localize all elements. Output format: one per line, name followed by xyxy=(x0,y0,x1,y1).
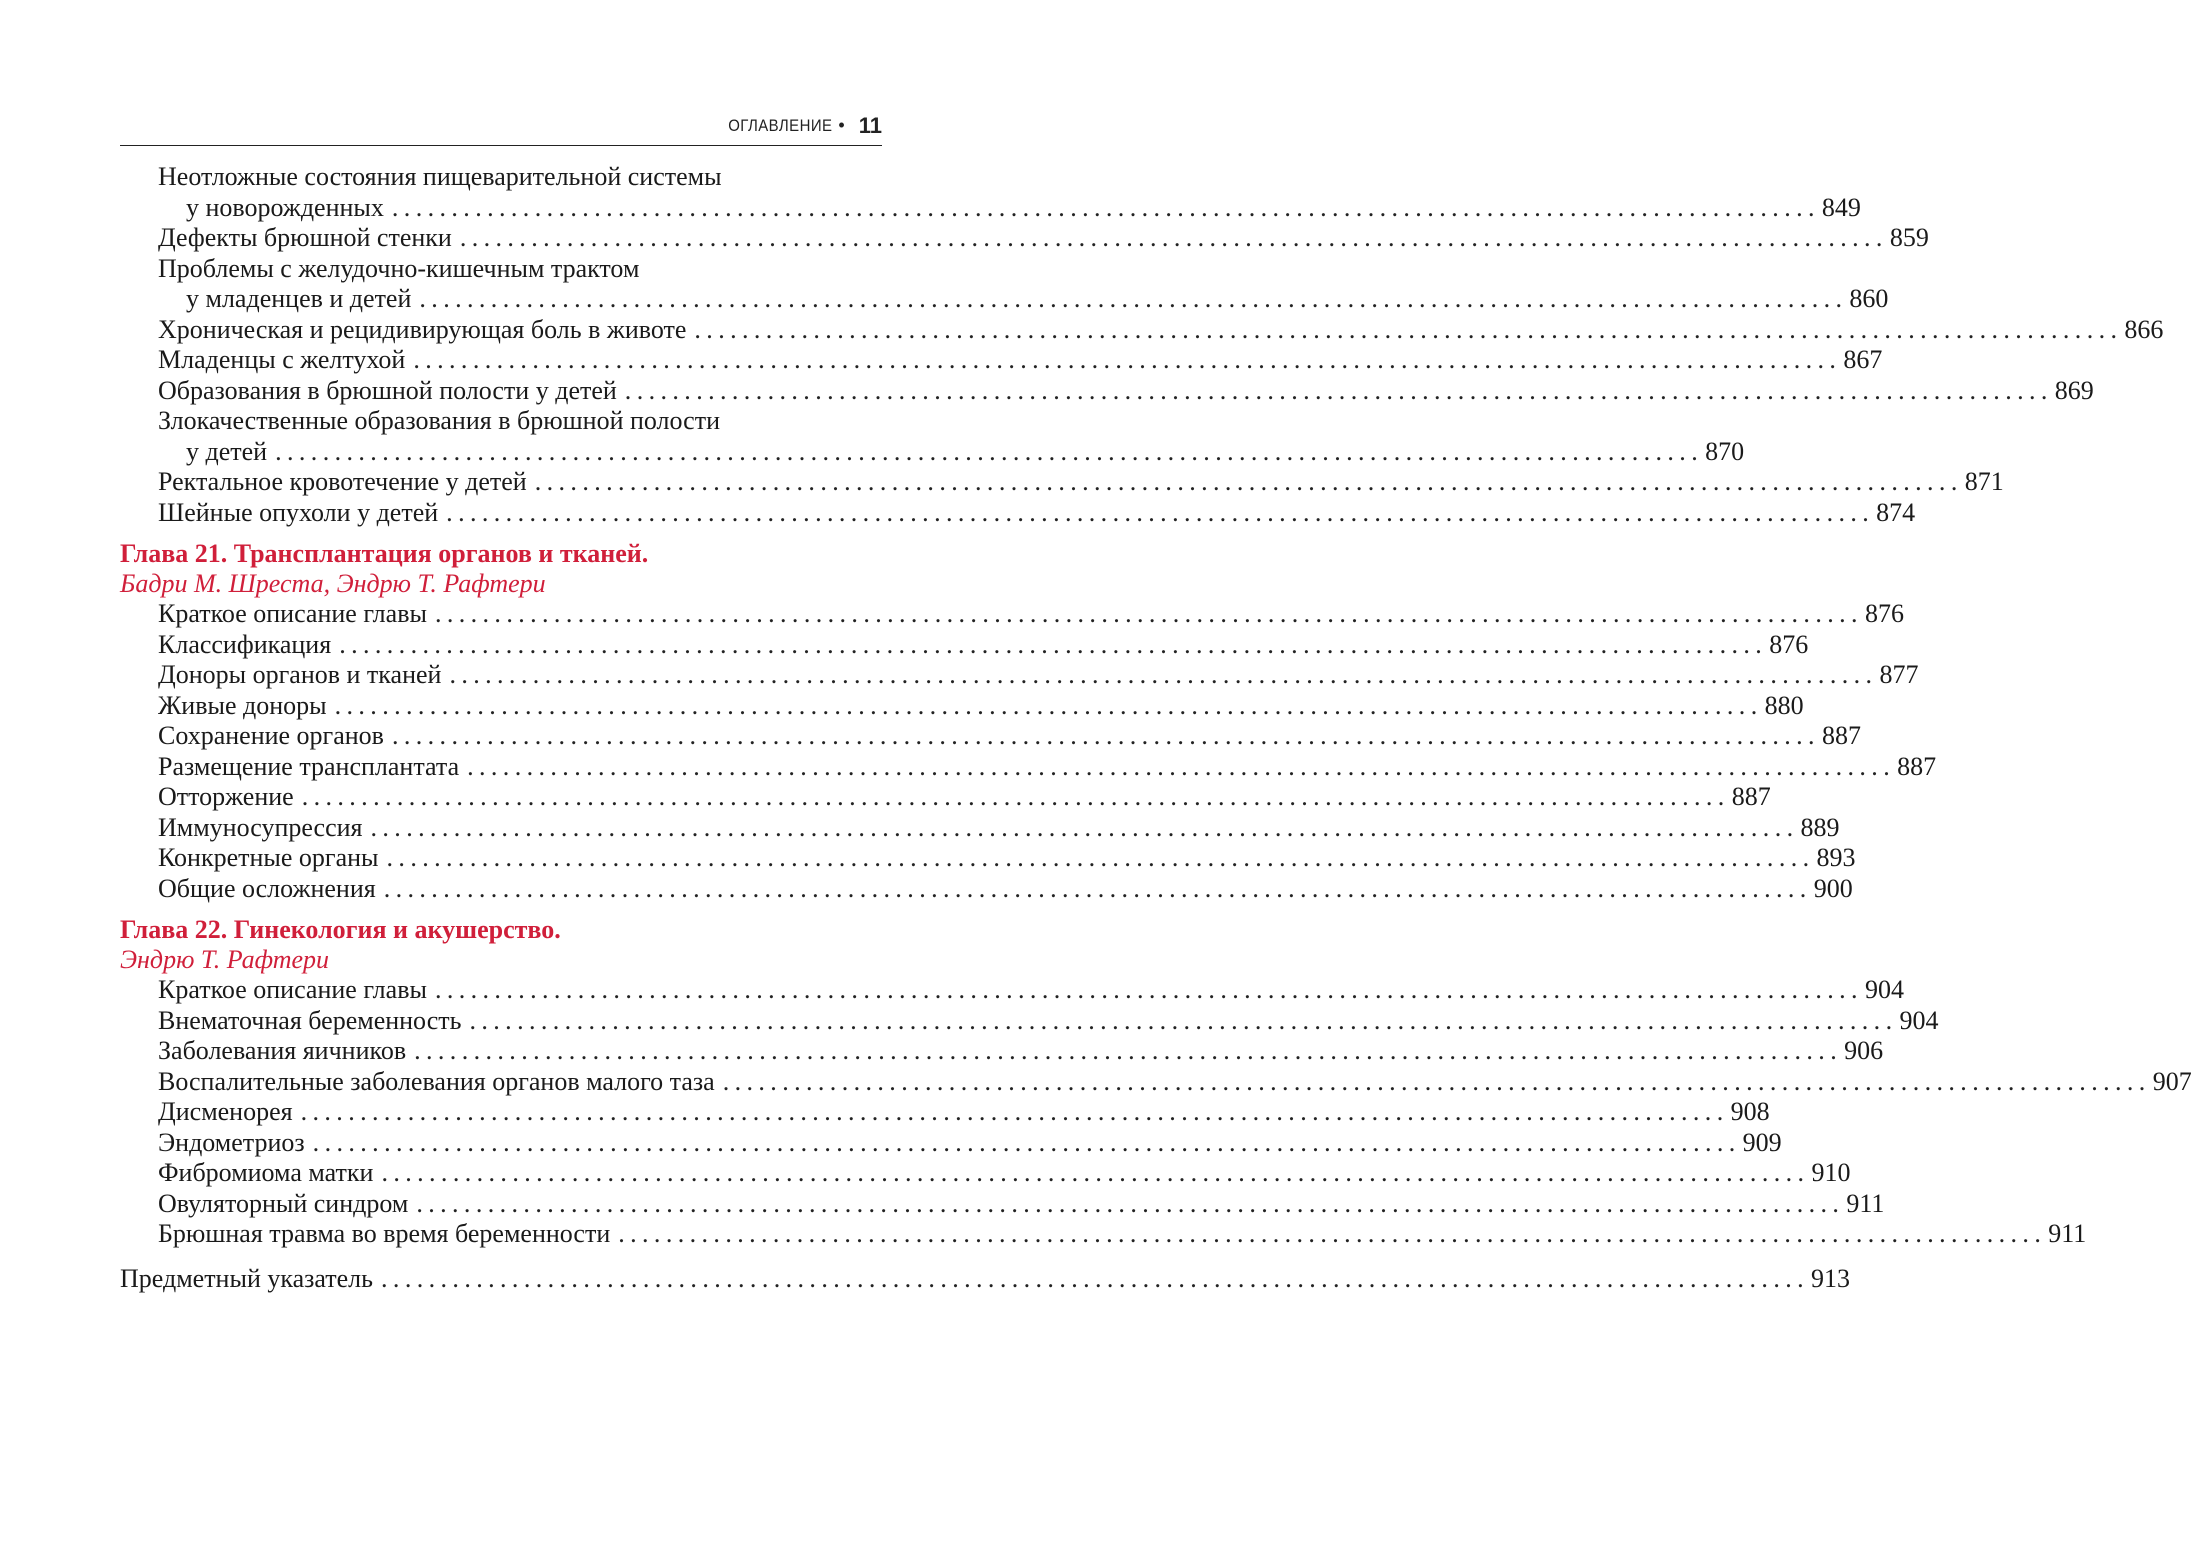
toc-entry-title: Хроническая и рецидивирующая боль в животе xyxy=(158,314,687,344)
toc-entry[interactable] xyxy=(120,975,1904,1006)
toc-entry[interactable] xyxy=(120,1158,1851,1189)
toc-entry-title: Внематочная беременность xyxy=(158,1005,462,1035)
toc-entry-title: Дисменорея xyxy=(158,1097,293,1126)
leader-dots: ........................................................................................................................ xyxy=(434,975,1863,1004)
toc-entry-page: 907 xyxy=(2152,1066,2192,1096)
toc-entry-title: Доноры органов и тканей xyxy=(158,660,442,689)
toc-entry[interactable] xyxy=(120,1036,1884,1067)
toc-entry[interactable] xyxy=(120,873,1853,905)
leader-dots: ........................................................................................................................ xyxy=(459,223,1888,252)
toc-entry-page: 887 xyxy=(1731,782,1771,811)
toc-entry[interactable] xyxy=(120,1188,1885,1220)
toc-entry-title: Сохранение органов xyxy=(158,721,384,750)
toc-entry[interactable] xyxy=(120,782,1771,813)
toc-entry-page: 877 xyxy=(1879,660,1919,689)
toc-entry-page: 911 xyxy=(1846,1188,1885,1218)
toc-entry[interactable] xyxy=(120,721,1861,752)
toc-entry-title: Младенцы с желтухой xyxy=(158,345,406,374)
leader-dots: ........................................................................................................................ xyxy=(391,721,1820,750)
toc-entry-title: Дефекты брюшной стенки xyxy=(158,223,452,252)
leader-dots: ........................................................................................................................ xyxy=(467,751,1896,781)
leader-dots: ........................................................................................................................ xyxy=(381,1263,1810,1293)
toc-entry-page: 911 xyxy=(2048,1219,2087,1248)
toc-entry-title: у младенцев и детей xyxy=(186,284,412,313)
leader-dots: ........................................................................................................................ xyxy=(312,1127,1741,1157)
toc-entry-page: 893 xyxy=(1816,843,1856,872)
chapter-22-title[interactable]: Глава 22. Гинекология и акушерство. xyxy=(120,915,561,944)
leader-dots: ........................................................................................................................ xyxy=(624,375,2053,405)
toc-entry-page: 904 xyxy=(1864,975,1904,1004)
toc-entry[interactable] xyxy=(120,690,1804,722)
toc-entry-title: Предметный указатель xyxy=(120,1263,374,1293)
leader-dots: ........................................................................................................................ xyxy=(339,629,1768,659)
toc-entry-title: Живые доноры xyxy=(158,690,327,720)
toc-entry[interactable] xyxy=(120,192,1861,224)
running-head-title: ОГЛАВЛЕНИЕ xyxy=(728,115,833,135)
toc-entry-title: Общие осложнения xyxy=(158,873,376,903)
toc-entry-title: Краткое описание главы xyxy=(158,975,427,1004)
toc-entry-page: 906 xyxy=(1844,1036,1884,1065)
toc-entry[interactable] xyxy=(120,599,1904,630)
toc-entry-title: у новорожденных xyxy=(186,192,384,222)
toc-entry-page: 869 xyxy=(2054,375,2094,405)
leader-dots: ........................................................................................................................ xyxy=(301,782,1730,811)
leader-dots: ........................................................................................................................ xyxy=(383,873,1812,903)
toc-entry-title-line1: Злокачественные образования в брюшной полости xyxy=(158,406,720,435)
toc-entry-page: 900 xyxy=(1813,873,1853,903)
toc-entry[interactable] xyxy=(120,436,1745,468)
leader-dots: ........................................................................................................................ xyxy=(446,497,1875,527)
toc-entry[interactable] xyxy=(120,751,1937,783)
leader-dots: ........................................................................................................................ xyxy=(722,1066,2151,1096)
toc-entry-title: Шейные опухоли у детей xyxy=(158,497,439,527)
toc-entry-page: 887 xyxy=(1821,721,1861,750)
toc-entry-page: 889 xyxy=(1800,812,1840,842)
toc-entry[interactable] xyxy=(120,629,1809,661)
toc-entry[interactable] xyxy=(120,1066,2192,1098)
toc-entry-page: 880 xyxy=(1764,690,1804,720)
toc-entry-title: Ректальное кровотечение у детей xyxy=(158,467,527,496)
toc-entry-title: Иммуносупрессия xyxy=(158,812,363,842)
leader-dots: ........................................................................................................................ xyxy=(275,436,1704,466)
toc-entry-page: 876 xyxy=(1769,629,1809,659)
toc-entry[interactable] xyxy=(120,345,1883,376)
leader-dots: ........................................................................................................................ xyxy=(694,314,2123,344)
table-of-contents xyxy=(120,162,2192,1294)
leader-dots: ........................................................................................................................ xyxy=(414,1036,1843,1065)
toc-entry-page: 909 xyxy=(1742,1127,1782,1157)
toc-entry-title-line1: Неотложные состояния пищеварительной системы xyxy=(158,162,722,191)
toc-entry[interactable] xyxy=(120,843,1856,874)
toc-entry-page: 867 xyxy=(1843,345,1883,374)
leader-dots: ........................................................................................................................ xyxy=(386,843,1815,872)
toc-entry-title: Краткое описание главы xyxy=(158,599,427,628)
leader-dots: ........................................................................................................................ xyxy=(334,690,1763,720)
toc-entry-page: 870 xyxy=(1705,436,1745,466)
toc-entry-title: Образования в брюшной полости у детей xyxy=(158,375,617,405)
toc-entry[interactable] xyxy=(120,1097,1770,1128)
toc-entry-page: 859 xyxy=(1889,223,1929,252)
toc-entry-page: 910 xyxy=(1811,1158,1851,1187)
toc-entry-title: Размещение трансплантата xyxy=(158,751,460,781)
toc-entry[interactable] xyxy=(120,467,2004,498)
leader-dots: ........................................................................................................................ xyxy=(434,599,1863,628)
toc-entry-index[interactable] xyxy=(120,1263,1851,1295)
leader-dots: ........................................................................................................................ xyxy=(618,1219,2047,1248)
toc-entry[interactable] xyxy=(120,284,1889,315)
leader-dots: ........................................................................................................................ xyxy=(416,1188,1845,1218)
toc-entry-title: у детей xyxy=(186,436,268,466)
toc-entry[interactable] xyxy=(120,1219,2087,1250)
toc-entry-page: 871 xyxy=(1964,467,2004,496)
leader-dots: ........................................................................................................................ xyxy=(534,467,1963,496)
toc-entry-title-line1: Проблемы с желудочно-кишечным трактом xyxy=(158,253,640,283)
toc-entry-title: Овуляторный синдром xyxy=(158,1188,409,1218)
leader-dots: ........................................................................................................................ xyxy=(469,1005,1898,1035)
toc-entry-title: Эндометриоз xyxy=(158,1127,305,1157)
toc-entry[interactable] xyxy=(120,660,1919,691)
leader-dots: ........................................................................................................................ xyxy=(449,660,1878,689)
chapter-21-title[interactable]: Глава 21. Трансплантация органов и тканей. xyxy=(120,539,649,568)
toc-entry-page: 860 xyxy=(1849,284,1889,313)
page-number: 11 xyxy=(858,112,882,138)
leader-dots: ........................................................................................................................ xyxy=(370,812,1799,842)
toc-entry-page: 876 xyxy=(1864,599,1904,628)
toc-entry-page: 904 xyxy=(1899,1005,1939,1035)
chapter-22-authors: Эндрю Т. Рафтери xyxy=(120,945,330,974)
toc-entry[interactable] xyxy=(120,1127,1782,1159)
running-header xyxy=(120,112,882,146)
chapter-21-authors: Бадри М. Шреста, Эндрю Т. Рафтери xyxy=(120,569,546,598)
toc-entry-page: 887 xyxy=(1897,751,1937,781)
bullet-separator: • xyxy=(838,115,845,135)
toc-entry[interactable] xyxy=(120,375,2094,407)
leader-dots: ........................................................................................................................ xyxy=(381,1158,1810,1187)
toc-entry-title: Классификация xyxy=(158,629,332,659)
toc-entry[interactable] xyxy=(120,223,1929,254)
toc-entry[interactable] xyxy=(120,812,1840,844)
toc-entry-title: Фибромиома матки xyxy=(158,1158,374,1187)
leader-dots: ........................................................................................................................ xyxy=(413,345,1842,374)
toc-entry[interactable] xyxy=(120,497,1916,529)
toc-entry-title: Воспалительные заболевания органов малого таза xyxy=(158,1066,715,1096)
toc-entry-page: 849 xyxy=(1821,192,1861,222)
toc-entry-page: 908 xyxy=(1730,1097,1770,1126)
toc-entry[interactable] xyxy=(120,314,2164,346)
toc-entry-title: Конкретные органы xyxy=(158,843,379,872)
toc-entry-title: Заболевания яичников xyxy=(158,1036,407,1065)
toc-entry-page: 866 xyxy=(2124,314,2164,344)
toc-entry-page: 874 xyxy=(1876,497,1916,527)
toc-entry-title: Отторжение xyxy=(158,782,294,811)
toc-entry[interactable] xyxy=(120,1005,1939,1037)
leader-dots: ........................................................................................................................ xyxy=(300,1097,1729,1126)
toc-entry-title: Брюшная травма во время беременности xyxy=(158,1219,611,1248)
leader-dots: ........................................................................................................................ xyxy=(391,192,1820,222)
toc-entry-page: 913 xyxy=(1811,1263,1851,1293)
leader-dots: ........................................................................................................................ xyxy=(419,284,1848,313)
